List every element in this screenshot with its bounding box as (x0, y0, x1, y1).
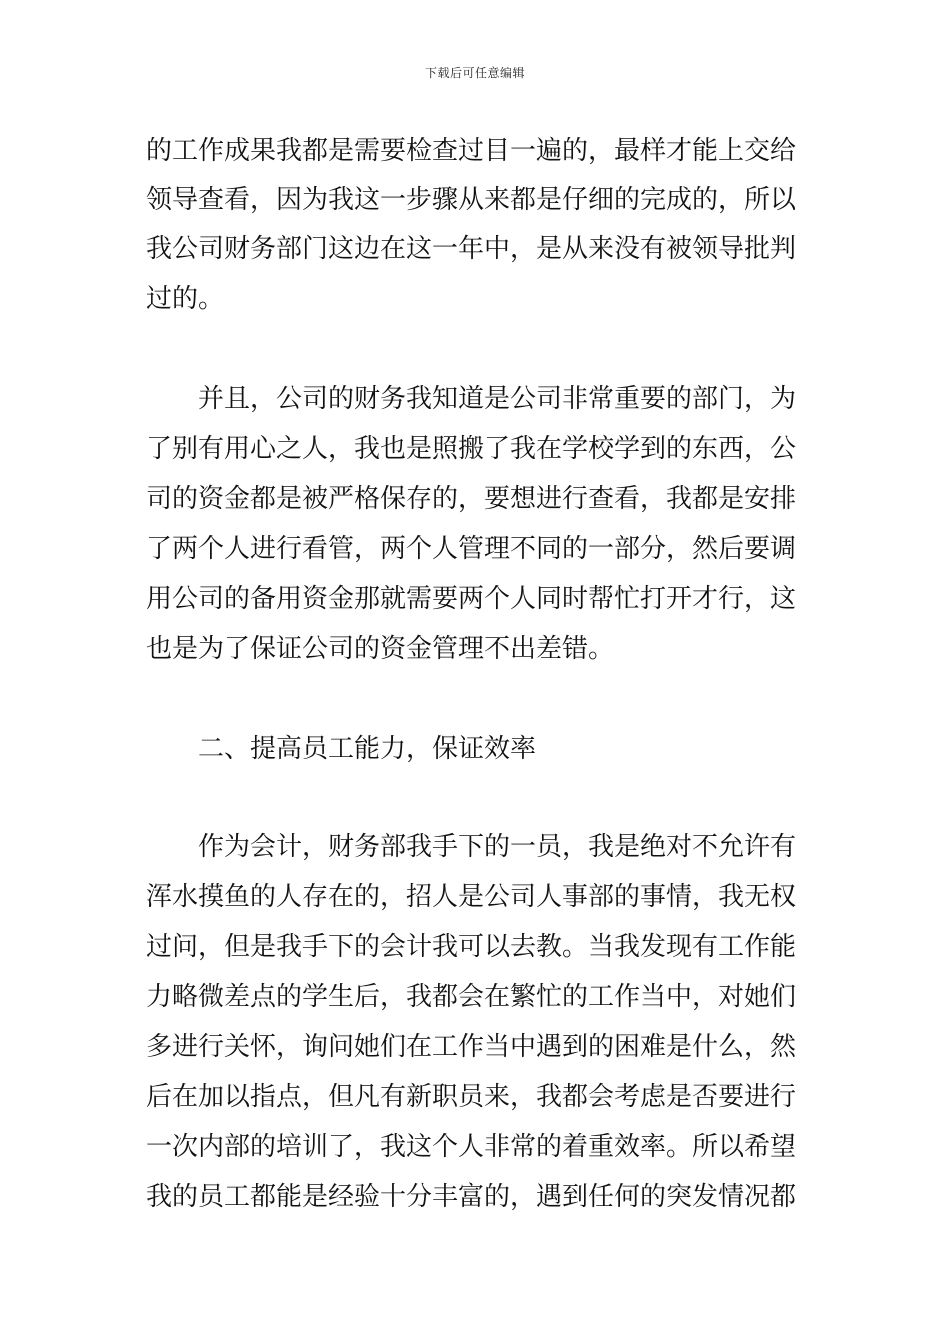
paragraph-2-line-5: 用公司的备用资金那就需要两个人同时帮忙打开才行，这 (146, 584, 797, 614)
paragraph-1-line-4: 过的。 (146, 284, 225, 314)
paragraph-1-line-1: 的工作成果我都是需要检查过目一遍的，最样才能上交给 (146, 136, 797, 166)
paragraph-3-line-1: 作为会计，财务部我手下的一员，我是绝对不允许有 (198, 832, 797, 862)
paragraph-3-line-7: 一次内部的培训了，我这个人非常的着重效率。所以希望 (146, 1132, 797, 1162)
paragraph-1-line-2: 领导查看，因为我这一步骤从来都是仔细的完成的，所以 (146, 185, 797, 215)
paragraph-1-line-3: 我公司财务部门这边在这一年中，是从来没有被领导批判 (146, 234, 797, 264)
paragraph-2-line-3: 司的资金都是被严格保存的，要想进行查看，我都是安排 (146, 484, 797, 514)
paragraph-3-line-5: 多进行关怀，询问她们在工作当中遇到的困难是什么，然 (146, 1032, 797, 1062)
paragraph-3-line-2: 浑水摸鱼的人存在的，招人是公司人事部的事情，我无权 (146, 882, 797, 912)
paragraph-3-line-4: 力略微差点的学生后，我都会在繁忙的工作当中，对她们 (146, 982, 797, 1012)
paragraph-3-line-3: 过问，但是我手下的会计我可以去教。当我发现有工作能 (146, 932, 797, 962)
page-header: 下载后可任意编辑 (424, 66, 525, 80)
paragraph-2-line-1: 并且，公司的财务我知道是公司非常重要的部门，为 (198, 384, 797, 414)
paragraph-2-line-2: 了别有用心之人，我也是照搬了我在学校学到的东西，公 (146, 434, 797, 464)
paragraph-3-line-8: 我的员工都能是经验十分丰富的，遇到任何的突发情况都 (146, 1182, 797, 1212)
paragraph-2-line-6: 也是为了保证公司的资金管理不出差错。 (146, 634, 615, 664)
section-heading: 二、提高员工能力，保证效率 (198, 734, 537, 764)
paragraph-3-line-6: 后在加以指点，但凡有新职员来，我都会考虑是否要进行 (146, 1082, 797, 1112)
paragraph-2-line-4: 了两个人进行看管，两个人管理不同的一部分，然后要调 (146, 534, 797, 564)
